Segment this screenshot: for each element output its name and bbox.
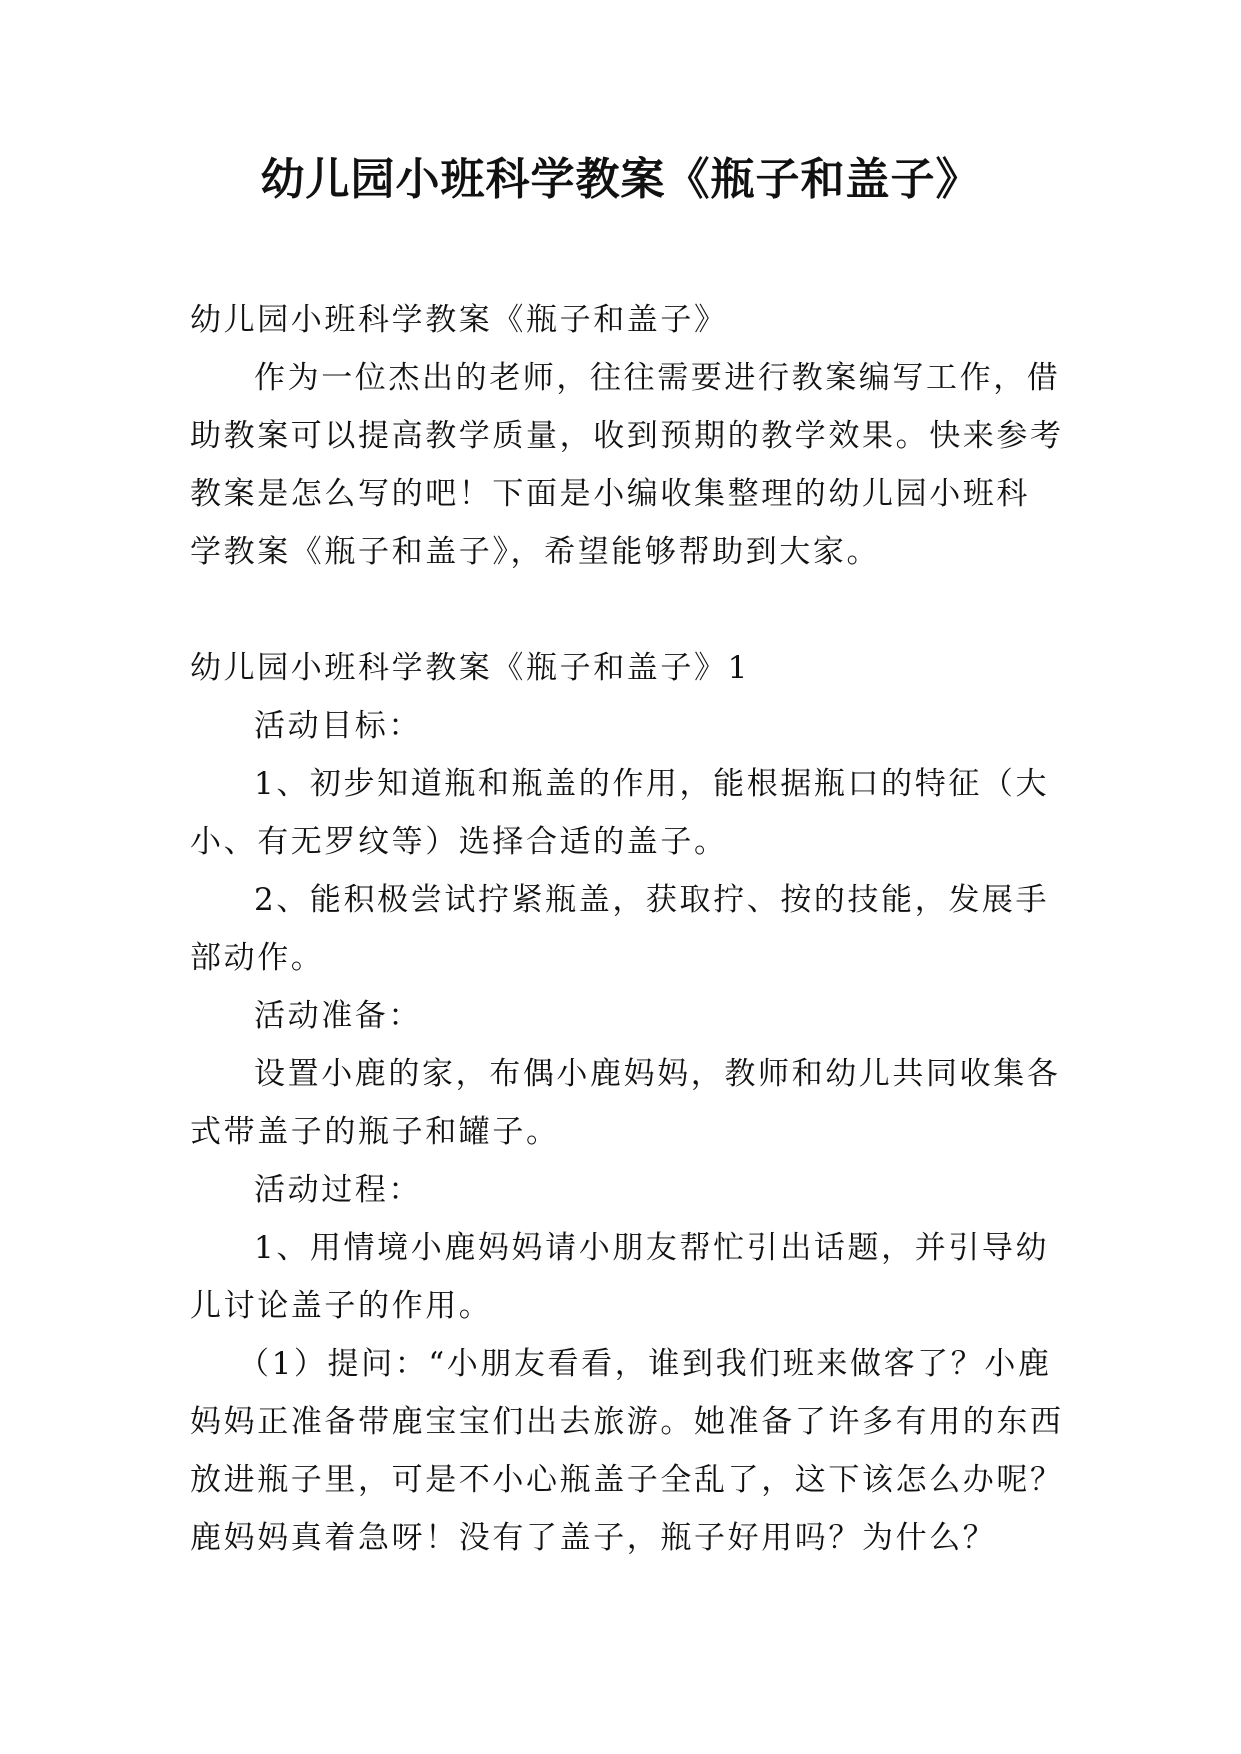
paragraph-line: 学教案《瓶子和盖子》，希望能够帮助到大家。: [190, 534, 881, 570]
paragraph-line: 式带盖子的瓶子和罐子。: [190, 1114, 560, 1150]
paragraph-line: 放进瓶子里，可是不小心瓶盖子全乱了，这下该怎么办呢？: [190, 1462, 1064, 1498]
paragraph-line: 2、能积极尝试拧紧瓶盖，获取拧、按的技能，发展手: [254, 882, 1050, 918]
paragraph-line: 妈妈正准备带鹿宝宝们出去旅游。她准备了许多有用的东西: [190, 1404, 1064, 1440]
paragraph-line: 儿讨论盖子的作用。: [190, 1288, 493, 1324]
paragraph-line: 鹿妈妈真着急呀！没有了盖子，瓶子好用吗？为什么？: [190, 1520, 997, 1556]
paragraph-line: （1）提问：“小朋友看看，谁到我们班来做客了？小鹿: [238, 1346, 1052, 1382]
document-body: [190, 291, 1064, 1567]
section-heading: 幼儿园小班科学教案《瓶子和盖子》1: [190, 650, 750, 686]
paragraph-line: 设置小鹿的家，布偶小鹿妈妈，教师和幼儿共同收集各: [254, 1056, 1061, 1092]
paragraph-line: 小、有无罗纹等）选择合适的盖子。: [190, 824, 728, 860]
paragraph-line: 1、初步知道瓶和瓶盖的作用，能根据瓶口的特征（大: [254, 766, 1050, 802]
paragraph-line: 教案是怎么写的吧！下面是小编收集整理的幼儿园小班科: [190, 476, 1030, 512]
paragraph-gap: [190, 581, 1050, 639]
paragraph-line: 部动作。: [190, 940, 325, 976]
subheading-activity-goals: 活动目标：: [254, 708, 422, 744]
intro-heading: 幼儿园小班科学教案《瓶子和盖子》: [190, 302, 728, 338]
paragraph-line: 1、用情境小鹿妈妈请小朋友帮忙引出话题，并引导幼: [254, 1230, 1050, 1266]
paragraph-line: 助教案可以提高教学质量，收到预期的教学效果。快来参考: [190, 418, 1064, 454]
document-title: 幼儿园小班科学教案《瓶子和盖子》: [260, 154, 981, 205]
subheading-activity-preparation: 活动准备：: [254, 998, 422, 1034]
subheading-activity-process: 活动过程：: [254, 1172, 422, 1208]
paragraph-line: 作为一位杰出的老师，往往需要进行教案编写工作，借: [254, 360, 1061, 396]
